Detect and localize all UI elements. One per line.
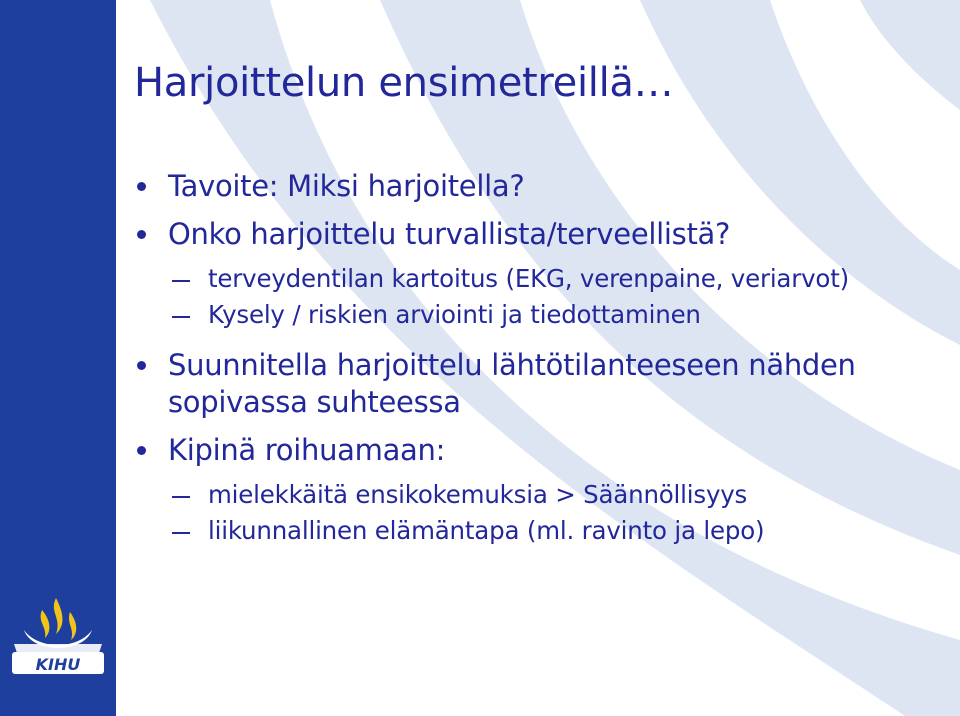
sub-bullet-text: liikunnallinen elämäntapa (ml. ravinto ja lepo) (208, 516, 765, 545)
sub-bullet-item (134, 261, 944, 297)
sub-bullet-item (134, 477, 944, 513)
bullet-text: Onko harjoittelu turvallista/terveellistä? (168, 217, 731, 251)
bullet-item (134, 216, 944, 253)
sub-bullet-item (134, 297, 944, 333)
sub-bullet-item (134, 513, 944, 549)
bullet-item (134, 347, 944, 421)
bullet-dash-icon (172, 532, 190, 534)
bullet-dot-icon (137, 361, 146, 370)
kihu-logo-icon (4, 590, 110, 682)
sub-bullet-text: Kysely / riskien arviointi ja tiedottaminen (208, 300, 701, 329)
bullet-list (134, 168, 944, 549)
bullet-item (134, 432, 944, 469)
bullet-text: Suunnitella harjoittelu lähtötilanteeseen nähden sopivassa suhteessa (168, 348, 856, 419)
sub-bullet-text: mielekkäitä ensikokemuksia > Säännöllisyys (208, 480, 748, 509)
bullet-dash-icon (172, 280, 190, 282)
bullet-dot-icon (137, 446, 146, 455)
bullet-dash-icon (172, 496, 190, 498)
sub-bullet-text: terveydentilan kartoitus (EKG, verenpaine, veriarvot) (208, 264, 849, 293)
slide-title: Harjoittelun ensimetreillä… (134, 60, 674, 106)
bullet-dot-icon (137, 182, 146, 191)
bullet-item (134, 168, 944, 205)
bullet-dash-icon (172, 316, 190, 318)
bullet-text: Tavoite: Miksi harjoitella? (168, 169, 525, 203)
bullet-text: Kipinä roihuamaan: (168, 433, 446, 467)
bullet-dot-icon (137, 230, 146, 239)
logo-text: KIHU (35, 655, 81, 674)
